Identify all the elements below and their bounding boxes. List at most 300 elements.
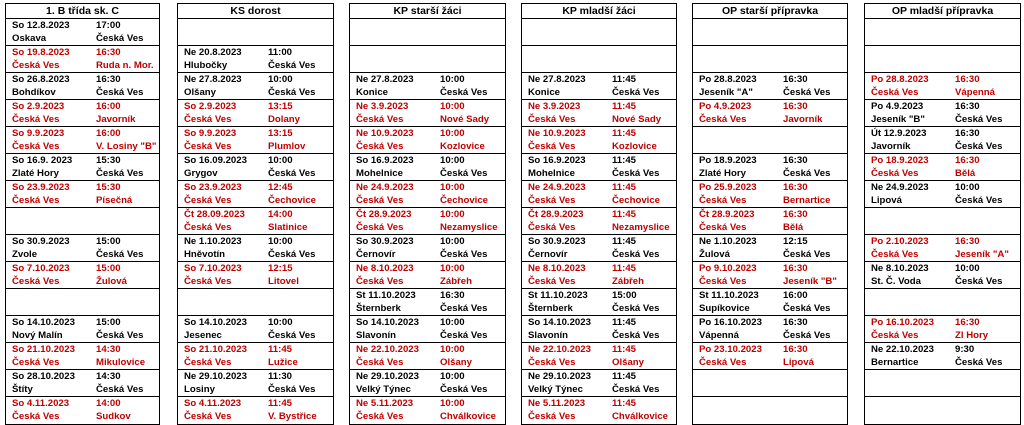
match-date: So 9.9.2023 (12, 128, 65, 139)
empty-match-cell (350, 19, 505, 46)
match-date: St 11.10.2023 (528, 290, 588, 301)
away-team: Česká Ves (612, 249, 660, 260)
home-team: Velký Týnec (528, 384, 583, 395)
empty-match-cell (865, 397, 1020, 424)
home-match-cell (693, 100, 847, 127)
home-match-cell (522, 397, 676, 424)
away-match-cell (522, 289, 676, 316)
home-match-cell (178, 181, 333, 208)
home-match-cell (693, 208, 847, 235)
match-date: Ne 22.10.2023 (528, 344, 591, 355)
away-team: Česká Ves (783, 249, 831, 260)
away-match-cell (522, 73, 676, 100)
away-team: Zábřeh (440, 276, 472, 287)
match-date: Ne 8.10.2023 (356, 263, 414, 274)
home-team: Česká Ves (871, 330, 919, 341)
home-team: Česká Ves (871, 249, 919, 260)
empty-match-cell (522, 46, 676, 73)
match-date: So 23.9.2023 (184, 182, 242, 193)
home-match-cell (178, 262, 333, 289)
away-team: Česká Ves (96, 384, 144, 395)
home-team: Česká Ves (528, 222, 576, 233)
schedule-table-op-mladsi-pripravka (864, 3, 1021, 425)
kickoff-time: 10:00 (440, 236, 465, 247)
home-match-cell (6, 343, 159, 370)
home-team: Česká Ves (12, 411, 60, 422)
away-team: Česká Ves (612, 303, 660, 314)
home-match-cell (6, 262, 159, 289)
away-team: Česká Ves (783, 87, 831, 98)
empty-match-cell (178, 19, 333, 46)
home-team: Česká Ves (528, 195, 576, 206)
match-date: Ne 20.8.2023 (184, 47, 242, 58)
away-team: Ruda n. Mor. (96, 60, 154, 71)
empty-match-cell (693, 127, 847, 154)
away-team: Čechovice (612, 195, 660, 206)
match-date: So 16.9. 2023 (12, 155, 73, 166)
away-team: Lužice (268, 357, 298, 368)
home-team: Česká Ves (184, 195, 232, 206)
home-team: Oskava (12, 33, 47, 44)
home-team: Lipová (871, 195, 902, 206)
empty-match-cell (522, 19, 676, 46)
kickoff-time: 16:30 (955, 101, 980, 112)
home-team: Česká Ves (699, 195, 747, 206)
home-team: Česká Ves (528, 276, 576, 287)
away-match-cell (693, 316, 847, 343)
away-team: Česká Ves (268, 384, 316, 395)
match-date: So 16.9.2023 (356, 155, 414, 166)
away-match-cell (6, 154, 159, 181)
home-team: Nový Malín (12, 330, 63, 341)
empty-match-cell (865, 289, 1020, 316)
home-match-cell (178, 343, 333, 370)
match-date: Ne 1.10.2023 (184, 236, 242, 247)
kickoff-time: 10:00 (268, 236, 293, 247)
home-team: Česká Ves (699, 276, 747, 287)
kickoff-time: 10:00 (955, 182, 980, 193)
home-team: Česká Ves (528, 141, 576, 152)
kickoff-time: 11:45 (612, 236, 637, 247)
kickoff-time: 16:30 (783, 155, 808, 166)
table-title: OP mladší přípravka (865, 4, 1020, 19)
match-date: Ne 27.8.2023 (184, 74, 242, 85)
home-team: Žulová (699, 249, 730, 260)
kickoff-time: 17:00 (96, 20, 121, 31)
home-match-cell (178, 208, 333, 235)
away-team: Zl Hory (955, 330, 989, 341)
away-team: Olšany (440, 357, 472, 368)
home-match-cell (178, 127, 333, 154)
kickoff-time: 10:00 (440, 317, 465, 328)
away-match-cell (693, 73, 847, 100)
match-date: Ne 10.9.2023 (356, 128, 414, 139)
home-match-cell (522, 208, 676, 235)
match-date: So 30.9.2023 (12, 236, 70, 247)
kickoff-time: 16:30 (955, 317, 980, 328)
kickoff-time: 10:00 (440, 74, 465, 85)
kickoff-time: 10:00 (955, 263, 980, 274)
match-date: So 12.8.2023 (12, 20, 70, 31)
away-match-cell (350, 235, 505, 262)
home-team: Vápenná (699, 330, 739, 341)
home-team: Česká Ves (528, 114, 576, 125)
kickoff-time: 12:15 (783, 236, 808, 247)
away-team: Javorník (783, 114, 823, 125)
empty-match-cell (693, 370, 847, 397)
home-team: Zlaté Hory (12, 168, 59, 179)
table-title: KP starší žáci (350, 4, 505, 19)
away-team: Nezamyslice (612, 222, 670, 233)
away-team: Jeseník "A" (955, 249, 1009, 260)
home-team: Česká Ves (184, 141, 232, 152)
home-team: Štíty (12, 384, 33, 395)
match-date: Ne 1.10.2023 (699, 236, 757, 247)
away-team: Česká Ves (268, 60, 316, 71)
match-date: So 19.8.2023 (12, 47, 70, 58)
home-team: Šternberk (528, 303, 573, 314)
match-date: So 21.10.2023 (12, 344, 75, 355)
away-team: Sudkov (96, 411, 131, 422)
home-match-cell (522, 127, 676, 154)
home-match-cell (350, 127, 505, 154)
match-date: Ne 24.9.2023 (356, 182, 414, 193)
table-title: 1. B třída sk. C (6, 4, 159, 19)
home-match-cell (350, 181, 505, 208)
home-team: Konice (528, 87, 560, 98)
away-team: Čechovice (268, 195, 316, 206)
kickoff-time: 10:00 (440, 209, 465, 220)
kickoff-time: 11:45 (612, 344, 637, 355)
empty-match-cell (865, 46, 1020, 73)
home-team: Česká Ves (12, 114, 60, 125)
match-date: Ne 3.9.2023 (356, 101, 409, 112)
home-team: Česká Ves (12, 195, 60, 206)
home-team: Česká Ves (12, 357, 60, 368)
match-date: Ne 5.11.2023 (356, 398, 414, 409)
schedule-table-kp-mladsi-zaci (521, 3, 677, 425)
away-team: Česká Ves (96, 168, 144, 179)
kickoff-time: 11:45 (612, 182, 637, 193)
home-team: Supíkovice (699, 303, 750, 314)
kickoff-time: 15:00 (96, 236, 121, 247)
away-team: Česká Ves (268, 168, 316, 179)
kickoff-time: 16:30 (955, 155, 980, 166)
match-date: So 4.11.2023 (184, 398, 242, 409)
home-team: Velký Týnec (356, 384, 411, 395)
kickoff-time: 10:00 (440, 398, 465, 409)
kickoff-time: 11:45 (612, 209, 637, 220)
kickoff-time: 10:00 (440, 371, 465, 382)
away-team: Česká Ves (955, 276, 1003, 287)
away-match-cell (178, 316, 333, 343)
away-team: Česká Ves (440, 168, 488, 179)
match-date: Ne 8.10.2023 (528, 263, 586, 274)
home-team: Česká Ves (184, 114, 232, 125)
kickoff-time: 11:45 (612, 155, 637, 166)
match-date: Út 12.9.2023 (871, 128, 927, 139)
kickoff-time: 16:30 (955, 236, 980, 247)
away-team: Dolany (268, 114, 300, 125)
away-team: Nezamyslice (440, 222, 498, 233)
away-team: Česká Ves (783, 303, 831, 314)
away-team: Česká Ves (440, 249, 488, 260)
match-date: Ne 5.11.2023 (528, 398, 586, 409)
match-date: Po 9.10.2023 (699, 263, 757, 274)
home-team: Jeseník "A" (699, 87, 753, 98)
match-date: So 14.10.2023 (528, 317, 591, 328)
away-team: Jeseník "B" (783, 276, 837, 287)
match-date: Čt 28.9.2023 (528, 209, 584, 220)
kickoff-time: 16:30 (440, 290, 465, 301)
home-match-cell (350, 397, 505, 424)
home-team: Česká Ves (356, 195, 404, 206)
away-team: Česká Ves (955, 114, 1003, 125)
match-date: So 16.09.2023 (184, 155, 247, 166)
empty-match-cell (6, 208, 159, 235)
kickoff-time: 14:30 (96, 371, 121, 382)
home-team: Černovír (528, 249, 568, 260)
home-match-cell (865, 154, 1020, 181)
away-team: Lipová (783, 357, 814, 368)
away-team: Česká Ves (268, 249, 316, 260)
away-team: Česká Ves (440, 87, 488, 98)
kickoff-time: 15:00 (96, 263, 121, 274)
kickoff-time: 10:00 (268, 317, 293, 328)
table-title: KP mladší žáci (522, 4, 676, 19)
home-match-cell (350, 262, 505, 289)
home-team: Losiny (184, 384, 215, 395)
away-team: Žulová (96, 276, 127, 287)
kickoff-time: 10:00 (440, 155, 465, 166)
away-match-cell (693, 235, 847, 262)
home-team: Česká Ves (356, 276, 404, 287)
kickoff-time: 16:30 (783, 182, 808, 193)
away-team: Česká Ves (783, 330, 831, 341)
home-team: Česká Ves (356, 411, 404, 422)
match-date: Čt 28.09.2023 (184, 209, 245, 220)
kickoff-time: 11:45 (612, 371, 637, 382)
match-date: Ne 27.8.2023 (528, 74, 586, 85)
empty-match-cell (865, 370, 1020, 397)
kickoff-time: 10:00 (440, 182, 465, 193)
home-team: Šternberk (356, 303, 401, 314)
kickoff-time: 15:00 (612, 290, 637, 301)
away-team: Plumlov (268, 141, 306, 152)
match-date: Po 4.9.2023 (699, 101, 752, 112)
match-date: So 30.9.2023 (356, 236, 414, 247)
kickoff-time: 16:00 (783, 290, 808, 301)
home-team: Slavonín (528, 330, 568, 341)
home-team: Česká Ves (184, 222, 232, 233)
empty-match-cell (865, 208, 1020, 235)
away-team: Česká Ves (955, 141, 1003, 152)
away-team: Vápenná (955, 87, 995, 98)
empty-match-cell (693, 397, 847, 424)
home-team: Česká Ves (12, 141, 60, 152)
home-team: Javorník (871, 141, 911, 152)
away-team: Česká Ves (612, 330, 660, 341)
home-team: Bohdíkov (12, 87, 56, 98)
match-date: Po 16.10.2023 (699, 317, 762, 328)
away-team: Česká Ves (96, 249, 144, 260)
away-team: V. Losiny "B" (96, 141, 157, 152)
kickoff-time: 15:30 (96, 155, 121, 166)
away-team: Česká Ves (783, 168, 831, 179)
kickoff-time: 11:45 (268, 344, 293, 355)
schedule-table-ks-dorost (177, 3, 334, 425)
match-date: Po 18.9.2023 (699, 155, 757, 166)
home-match-cell (522, 100, 676, 127)
kickoff-time: 16:30 (783, 74, 808, 85)
home-match-cell (350, 208, 505, 235)
match-date: So 7.10.2023 (184, 263, 242, 274)
away-match-cell (178, 370, 333, 397)
home-match-cell (6, 46, 159, 73)
away-team: Česká Ves (955, 357, 1003, 368)
home-team: Zvole (12, 249, 38, 260)
match-date: Ne 10.9.2023 (528, 128, 586, 139)
away-match-cell (350, 154, 505, 181)
away-team: Česká Ves (96, 330, 144, 341)
match-date: Ne 29.10.2023 (528, 371, 591, 382)
home-match-cell (6, 397, 159, 424)
home-match-cell (178, 100, 333, 127)
away-team: Česká Ves (268, 87, 316, 98)
away-match-cell (6, 235, 159, 262)
match-date: Po 28.8.2023 (871, 74, 929, 85)
away-team: Zábřeh (612, 276, 644, 287)
kickoff-time: 11:45 (612, 128, 637, 139)
home-match-cell (522, 262, 676, 289)
away-team: Česká Ves (268, 330, 316, 341)
away-match-cell (865, 262, 1020, 289)
match-date: So 2.9.2023 (12, 101, 65, 112)
table-title: OP starší přípravka (693, 4, 847, 19)
empty-match-cell (6, 289, 159, 316)
home-match-cell (693, 343, 847, 370)
home-team: Mohelnice (356, 168, 403, 179)
away-team: Bělá (955, 168, 976, 179)
match-date: Ne 24.9.2023 (528, 182, 586, 193)
home-match-cell (350, 343, 505, 370)
away-match-cell (522, 316, 676, 343)
empty-match-cell (693, 46, 847, 73)
home-team: Grygov (184, 168, 218, 179)
home-match-cell (693, 262, 847, 289)
match-date: So 21.10.2023 (184, 344, 247, 355)
home-team: Česká Ves (184, 357, 232, 368)
kickoff-time: 16:30 (96, 74, 121, 85)
away-team: Písečná (96, 195, 133, 206)
kickoff-time: 16:30 (783, 209, 808, 220)
match-date: Ne 8.10.2023 (871, 263, 929, 274)
kickoff-time: 16:00 (96, 128, 121, 139)
away-team: Česká Ves (612, 87, 660, 98)
kickoff-time: 11:45 (612, 101, 637, 112)
away-team: Litovel (268, 276, 299, 287)
kickoff-time: 16:30 (783, 263, 808, 274)
away-match-cell (693, 154, 847, 181)
away-team: Bělá (783, 222, 804, 233)
kickoff-time: 10:00 (440, 344, 465, 355)
match-date: So 26.8.2023 (12, 74, 70, 85)
home-team: Česká Ves (356, 141, 404, 152)
home-team: Česká Ves (871, 168, 919, 179)
match-date: So 14.10.2023 (184, 317, 247, 328)
match-date: Čt 28.9.2023 (699, 209, 755, 220)
home-team: Česká Ves (699, 222, 747, 233)
match-date: Ne 24.9.2023 (871, 182, 929, 193)
home-team: Hněvotín (184, 249, 226, 260)
match-date: So 14.10.2023 (356, 317, 419, 328)
away-match-cell (6, 73, 159, 100)
away-match-cell (178, 73, 333, 100)
home-match-cell (522, 343, 676, 370)
match-date: Po 25.9.2023 (699, 182, 757, 193)
match-date: So 28.10.2023 (12, 371, 75, 382)
away-team: Česká Ves (612, 168, 660, 179)
kickoff-time: 16:30 (783, 344, 808, 355)
empty-match-cell (693, 19, 847, 46)
match-date: St 11.10.2023 (699, 290, 759, 301)
match-date: So 23.9.2023 (12, 182, 70, 193)
kickoff-time: 15:00 (96, 317, 121, 328)
match-date: Po 16.10.2023 (871, 317, 934, 328)
home-match-cell (178, 397, 333, 424)
match-date: So 7.10.2023 (12, 263, 70, 274)
kickoff-time: 16:30 (783, 101, 808, 112)
empty-match-cell (350, 46, 505, 73)
match-date: Ne 29.10.2023 (184, 371, 247, 382)
match-date: So 30.9.2023 (528, 236, 586, 247)
away-team: Mikulovice (96, 357, 146, 368)
kickoff-time: 10:00 (440, 101, 465, 112)
kickoff-time: 11:45 (612, 398, 637, 409)
home-match-cell (865, 316, 1020, 343)
away-match-cell (6, 370, 159, 397)
match-date: So 16.9.2023 (528, 155, 586, 166)
home-team: Česká Ves (699, 357, 747, 368)
match-date: Ne 29.10.2023 (356, 371, 419, 382)
home-team: Jesenec (184, 330, 222, 341)
home-team: St. Č. Voda (871, 276, 921, 287)
away-match-cell (350, 316, 505, 343)
away-team: Česká Ves (96, 33, 144, 44)
match-date: Po 4.9.2023 (871, 101, 924, 112)
kickoff-time: 10:00 (440, 263, 465, 274)
away-match-cell (522, 154, 676, 181)
kickoff-time: 10:00 (440, 128, 465, 139)
match-date: Ne 22.10.2023 (871, 344, 934, 355)
away-team: Česká Ves (955, 195, 1003, 206)
match-date: Po 18.9.2023 (871, 155, 929, 166)
match-date: Po 23.10.2023 (699, 344, 762, 355)
kickoff-time: 16:00 (96, 101, 121, 112)
away-team: Kozlovice (612, 141, 657, 152)
kickoff-time: 12:15 (268, 263, 293, 274)
match-date: Čt 28.9.2023 (356, 209, 412, 220)
home-team: Bernartice (871, 357, 919, 368)
home-match-cell (6, 100, 159, 127)
home-team: Česká Ves (528, 411, 576, 422)
home-team: Mohelnice (528, 168, 575, 179)
kickoff-time: 11:00 (268, 47, 293, 58)
away-match-cell (178, 46, 333, 73)
away-match-cell (178, 235, 333, 262)
schedule-table-b-trida (5, 3, 160, 425)
kickoff-time: 11:45 (612, 263, 637, 274)
